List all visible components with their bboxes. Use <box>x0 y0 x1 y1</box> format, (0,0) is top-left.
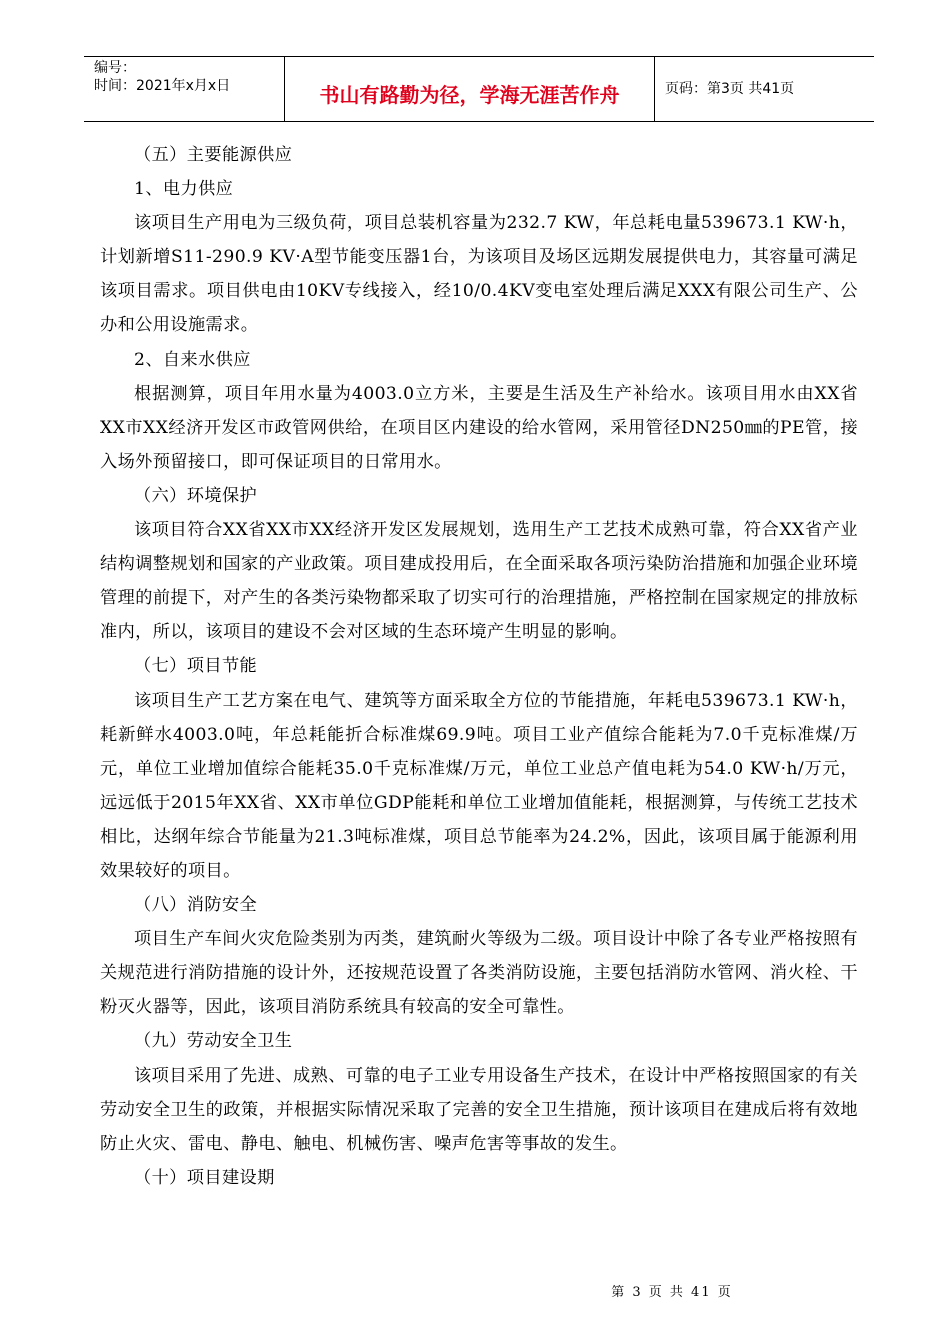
subheading-power: 1、电力供应 <box>134 179 234 200</box>
footer-page-number: 第 3 页 共 41 页 <box>611 1285 733 1300</box>
page-footer <box>0 1281 950 1300</box>
header-meta-cell <box>84 57 285 121</box>
section-heading-environment: （六）环境保护 <box>134 485 258 506</box>
header-motto: 书山有路勤为径，学海无涯苦作舟 <box>319 83 620 107</box>
section-heading-construction-period: （十）项目建设期 <box>134 1167 275 1188</box>
header-motto-cell <box>285 57 655 121</box>
section-heading-labor-safety: （九）劳动安全卫生 <box>134 1031 293 1052</box>
section-heading-energy-saving: （七）项目节能 <box>134 656 258 677</box>
document-number-label: 编号： <box>94 60 136 76</box>
paragraph-labor-safety: 该项目采用了先进、成熟、可靠的电子工业专用设备生产技术，在设计中严格按照国家的有关劳动安全卫生的政策，并根据实际情况采取了完善的安全卫生措施，预计该项目在建成后将有效地防止火灾、雷电、静电、触电、机械伤害、噪声危害等事故的发生。 <box>100 1065 858 1154</box>
paragraph-power: 该项目生产用电为三级负荷，项目总装机容量为232.7 KW，年总耗电量539673.1 KW·h，计划新增S11-290.9 KV·A型节能变压器1台，为该项目及场区远期发展提供电力，其容量可满足该项目需求。项目供电由10KV专线接入，经10/0.4KV变电室处理后满足XXX有限公司生产、公办和公用设施需求。 <box>100 213 858 336</box>
document-date-label: 时间：2021年x月x日 <box>94 78 231 94</box>
header-page-cell <box>655 57 874 121</box>
header-page-info: 页码：第3页 共41页 <box>665 81 795 97</box>
document-body <box>100 138 858 1195</box>
paragraph-environment: 该项目符合XX省XX市XX经济开发区发展规划，选用生产工艺技术成熟可靠，符合XX省产业结构调整规划和国家的产业政策。项目建成投用后，在全面采取各项污染防治措施和加强企业环境管理的前提下，对产生的各类污染物都采取了切实可行的治理措施，严格控制在国家规定的排放标准内，所以，该项目的建设不会对区域的生态环境产生明显的影响。 <box>100 520 858 643</box>
section-heading-fire-safety: （八）消防安全 <box>134 895 258 916</box>
paragraph-water: 根据测算，项目年用水量为4003.0立方米，主要是生活及生产补给水。该项目用水由XX省XX市XX经济开发区市政管网供给，在项目区内建设的给水管网，采用管径DN250㎜的PE管，接入场外预留接口，即可保证项目的日常用水。 <box>100 383 858 472</box>
paragraph-fire-safety: 项目生产车间火灾危险类别为丙类，建筑耐火等级为二级。项目设计中除了各专业严格按照有关规范进行消防措施的设计外，还按规范设置了各类消防设施，主要包括消防水管网、消火栓、干粉灭火器等，因此，该项目消防系统具有较高的安全可靠性。 <box>100 929 858 1018</box>
paragraph-energy-saving: 该项目生产工艺方案在电气、建筑等方面采取全方位的节能措施，年耗电539673.1 KW·h，耗新鲜水4003.0吨，年总耗能折合标准煤69.9吨。项目工业产值综合能耗为7.0千克标准煤/万元，单位工业增加值综合能耗35.0千克标准煤/万元，单位工业总产值电耗为54.0 KW·h/万元，远远低于2015年XX省、XX市单位GDP能耗和单位工业增加值能耗，根据测算，与传统工艺技术相比，达纲年综合节能量为21.3吨标准煤，项目总节能率为24.2%，因此，该项目属于能源利用效果较好的项目。 <box>100 690 858 881</box>
page-header <box>84 56 874 122</box>
subheading-water: 2、自来水供应 <box>134 349 251 370</box>
section-heading-energy: （五）主要能源供应 <box>134 145 293 165</box>
